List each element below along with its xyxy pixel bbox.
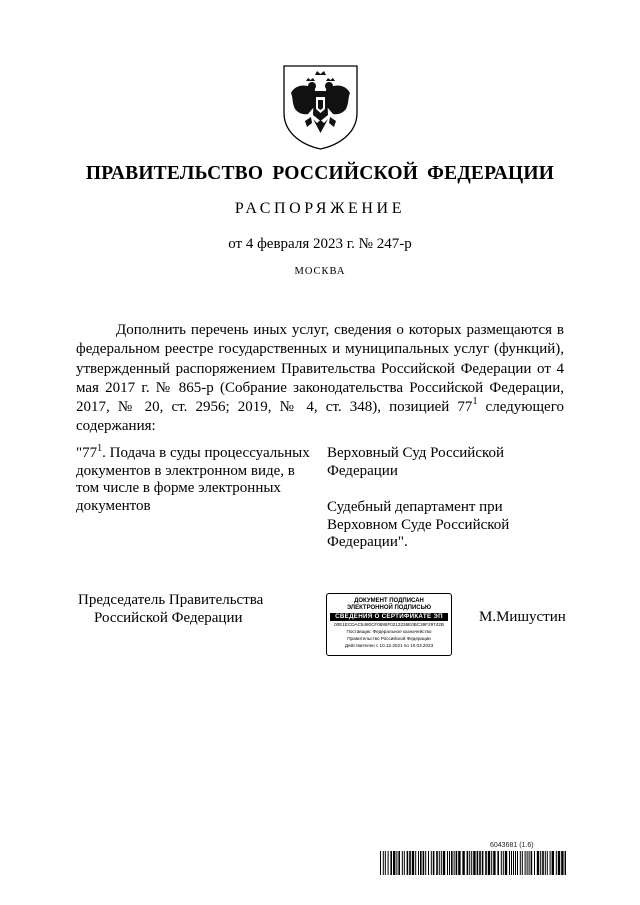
coat-of-arms-emblem: [281, 63, 360, 151]
stamp-certificate-issuer: Поставщик: Федеральное казначейство: [346, 629, 432, 634]
service-number-superscript: 1: [97, 443, 103, 454]
signer-position-line-1: Председатель Правительства: [78, 592, 264, 608]
stamp-certificate-validity: Действителен с 10.12.2021 по 10.03.2023: [344, 643, 434, 648]
signer-position: [78, 591, 278, 627]
service-text: . Подача в суды процессуальных документов в электронном виде, в том числе в форме электронных документов: [76, 445, 310, 514]
signer-name: М.Мишустин: [479, 609, 566, 625]
signer-position-line-2: Российской Федерации: [94, 610, 243, 626]
stamp-certificate-owner: Правительство Российской Федерации: [347, 636, 431, 641]
stamp-line-1: ДОКУМЕНТ ПОДПИСАН: [354, 598, 424, 604]
document-code: 6043681 (1.6): [490, 842, 534, 849]
organization-judicial-department: Судебный департамент при Верховном Суде Российской Федерации".: [327, 499, 510, 551]
responsible-organizations: [327, 445, 564, 552]
stamp-line-2: ЭЛЕКТРОННОЙ ПОДПИСЬЮ: [346, 605, 432, 611]
organization-supreme-court: Верховный Суд Российской Федерации: [327, 445, 505, 479]
city: МОСКВА: [294, 266, 346, 277]
date-and-number: от 4 февраля 2023 г. № 247-р: [228, 236, 412, 252]
body-paragraph: [76, 321, 564, 437]
stamp-certificate-header: СВЕДЕНИЯ О СЕРТИФИКАТЕ ЭП: [330, 613, 448, 621]
barcode: [380, 851, 566, 875]
government-title: ПРАВИТЕЛЬСТВО РОССИЙСКОЙ ФЕДЕРАЦИИ: [85, 163, 555, 184]
body-paragraph-tail: следующего содержания:: [76, 399, 564, 435]
body-paragraph-superscript: 1: [472, 396, 478, 408]
document-type: РАСПОРЯЖЕНИЕ: [234, 200, 406, 217]
service-number: "77: [76, 445, 98, 461]
electronic-signature-stamp: [326, 593, 452, 656]
service-description: [76, 445, 312, 515]
body-paragraph-main: Дополнить перечень иных услуг, сведения о которых размещаются в федеральном реестре государственных и муниципальных услуг (функций), утвержденный распоряжением Правительства Российской Федерации от 4 мая 2017 г. № 865-р (Собрание законодательства Российской Федерации, 2017, № 20, ст. 2956; 2019, № 4, ст. 348), позицией 77: [76, 322, 564, 416]
stamp-certificate-serial: 00E1ECDAC5480CF0888F0213236E0BC39F29742B: [334, 622, 444, 627]
